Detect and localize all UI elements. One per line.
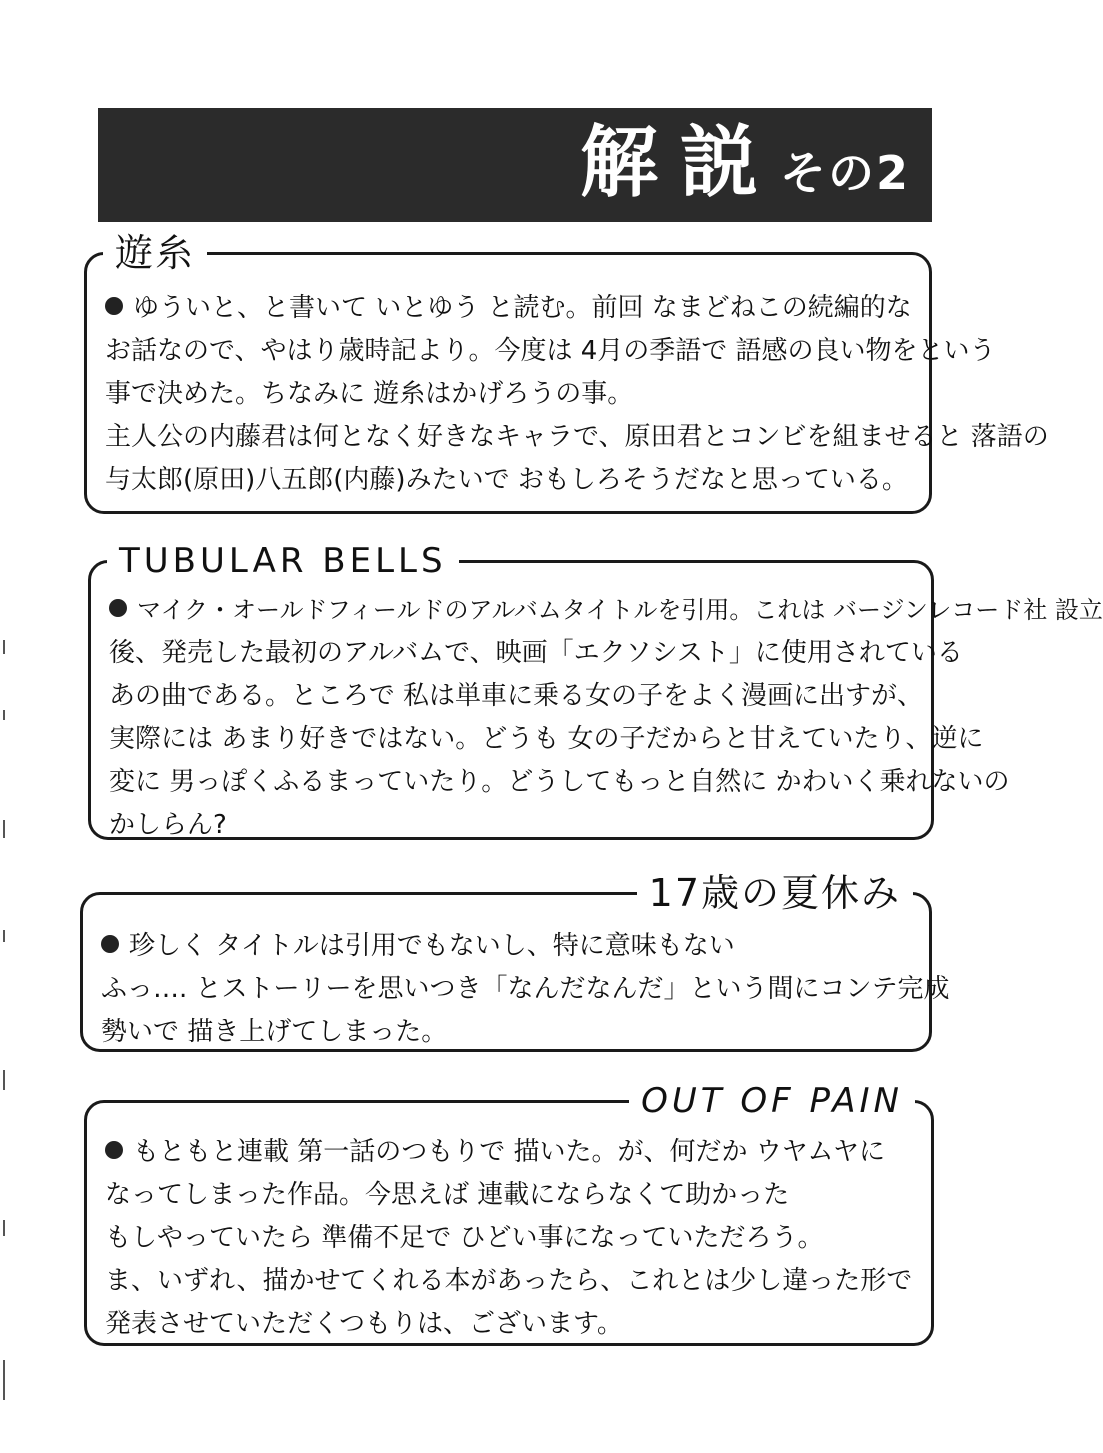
title-bar <box>98 108 932 222</box>
section-17sai-no-natsuyasumi <box>80 871 950 1052</box>
text-line: 与太郎(原田)八五郎(内藤)みたいで おもしろそうだなと思っている。 <box>105 465 908 495</box>
text-line: あの曲である。ところで 私は単車に乗る女の子をよく漫画に出すが、 <box>109 681 924 711</box>
text-line: 勢いで 描き上げてしまった。 <box>101 1017 448 1047</box>
text-line: 実際には あまり好きではない。どうも 女の子だからと甘えていたり、逆に <box>109 724 984 754</box>
section-yuuito <box>84 231 1049 514</box>
text-line: かしらん? <box>109 810 227 840</box>
scan-mark <box>3 710 5 720</box>
scan-mark <box>3 640 5 654</box>
section-body <box>109 589 1103 847</box>
section-tubular-bells <box>88 541 1103 840</box>
page-title <box>579 118 910 208</box>
text-line: 主人公の内藤君は何となく好きなキャラで、原田君とコンビを組ませると 落語の <box>105 422 1049 452</box>
section-out-of-pain <box>84 1081 934 1346</box>
text-line: なってしまった作品。今思えば 連載にならなくて助かった <box>105 1180 790 1210</box>
title-sub: その2 <box>779 146 910 200</box>
scan-mark <box>3 820 5 838</box>
section-heading: 17歳の夏休み <box>637 865 913 921</box>
text-line: 発表させていただくつもりは、ございます。 <box>105 1309 623 1339</box>
scan-mark <box>3 930 5 942</box>
bullet-icon <box>105 1141 123 1159</box>
text-line: お話なので、やはり歳時記より。今度は 4月の季語で 語感の良い物をという <box>105 336 996 366</box>
scan-mark <box>3 1070 5 1090</box>
section-body <box>101 925 950 1054</box>
text-line: 変に 男っぽくふるまっていたり。どうしてもっと自然に かわいく乗れないの <box>109 767 1010 797</box>
text-line: 後、発売した最初のアルバムで、映画「エクソシスト」に使用されている <box>109 638 963 668</box>
text-line: 事で決めた。ちなみに 遊糸はかげろうの事。 <box>105 379 634 409</box>
bullet-icon <box>109 599 127 617</box>
text-line: もしやっていたら 準備不足で ひどい事になっていただろう。 <box>105 1223 824 1253</box>
text-line: ま、いずれ、描かせてくれる本があったら、これとは少し違った形で <box>105 1266 913 1296</box>
scan-mark <box>3 1360 5 1400</box>
section-body <box>105 287 1049 502</box>
text-line: 珍しく タイトルは引用でもないし、特に意味もない <box>101 925 915 968</box>
section-heading: OUT OF PAIN <box>629 1073 915 1129</box>
text-line: ゆういと、と書いて いとゆう と読む。前回 なまどねこの続編的な <box>105 287 915 330</box>
text-line: ふっ…. とストーリーを思いつき「なんだなんだ」という間にコンテ完成 <box>101 974 950 1004</box>
bullet-icon <box>105 297 123 315</box>
scan-margin-marks <box>0 600 12 1430</box>
section-heading: TUBULAR BELLS <box>107 533 459 589</box>
text-line: もともと連載 第一話のつもりで 描いた。が、何だか ウヤムヤに <box>105 1131 917 1174</box>
bullet-icon <box>101 935 119 953</box>
section-body <box>105 1131 917 1346</box>
scan-mark <box>3 1220 5 1236</box>
text-line: マイク・オールドフィールドのアルバムタイトルを引用。これは バージンレコード社 設立 <box>109 589 917 632</box>
section-heading: 遊糸 <box>103 225 207 281</box>
title-main: 解説 <box>579 118 780 208</box>
